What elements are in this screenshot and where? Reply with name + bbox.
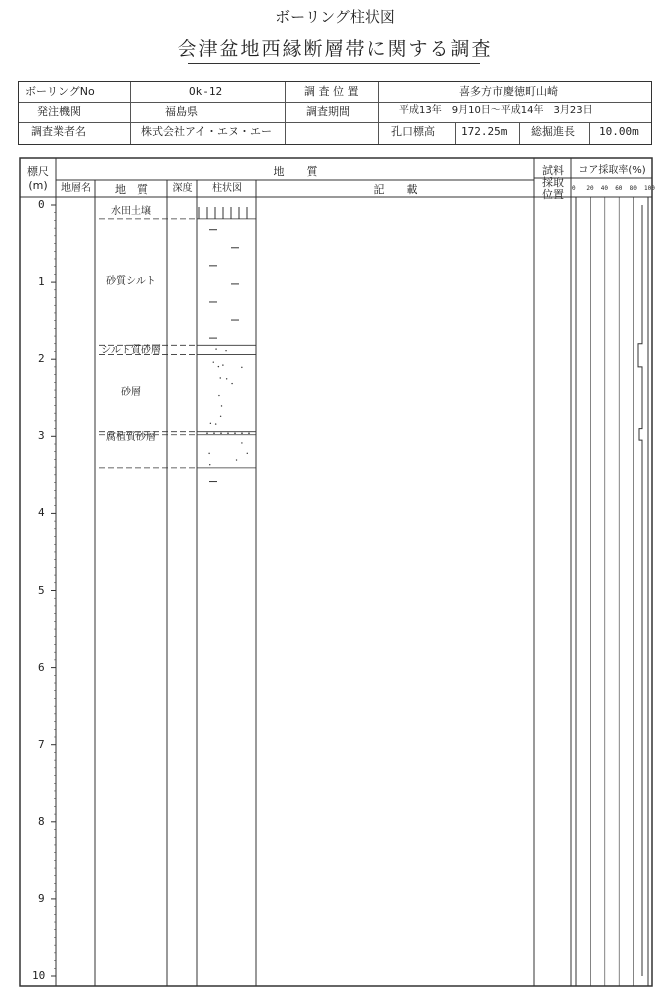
- core-tick-label: 60: [615, 185, 623, 192]
- pattern-mark: [218, 395, 219, 396]
- formation-header: 地層名: [61, 183, 91, 194]
- layer-name: 砂質シルト: [106, 276, 156, 288]
- layer-name: 砂層: [121, 387, 141, 399]
- geology-header: 地 質: [273, 165, 318, 178]
- pattern-mark: [225, 350, 226, 351]
- core-rate-trace: [638, 205, 642, 976]
- sample-header-2: 採取: [542, 176, 564, 189]
- pattern-mark: [226, 378, 227, 379]
- boring-no-label: ボーリングNo: [25, 85, 95, 98]
- scale-label: 2: [38, 352, 45, 366]
- contractor-label: 調査業者名: [31, 125, 86, 138]
- layer-name: 水田土壌: [111, 205, 151, 217]
- location-label: 調 査 位 置: [304, 85, 359, 98]
- scale-label: 1: [38, 275, 45, 289]
- pattern-mark: [222, 364, 223, 365]
- column-pattern-sand: [210, 361, 243, 424]
- pattern-mark: [213, 432, 215, 434]
- column-pattern-organic: [206, 432, 250, 434]
- contractor: 株式会社アイ・エヌ・エー: [141, 125, 273, 138]
- pattern-mark: [241, 432, 243, 434]
- pattern-mark: [231, 383, 232, 384]
- depth-header: 深度: [172, 183, 193, 194]
- core-tick-label: 0: [572, 185, 576, 192]
- scale-label: 10: [32, 969, 46, 982]
- column-pattern-sand: [215, 348, 226, 351]
- location: 喜多方市慶徳町山崎: [459, 85, 558, 98]
- core-header: コア採取率(%): [578, 165, 646, 176]
- client: 福島県: [165, 105, 198, 118]
- scale-label: 4: [38, 506, 45, 520]
- pattern-mark: [206, 432, 208, 434]
- core-tick-label: 40: [600, 185, 609, 192]
- period: 平成13年 9月10日～平成14年 3月23日: [399, 105, 593, 116]
- core-tick-label: 20: [586, 185, 594, 192]
- page-subtitle: 会津盆地西縁断層帯に関する調査: [177, 38, 493, 60]
- pattern-mark: [218, 366, 219, 367]
- scale-label: 3: [38, 429, 45, 443]
- core-tick-label: 100: [644, 185, 655, 192]
- soil-header: 地 質: [115, 183, 148, 196]
- elevation: 172.25m: [461, 125, 508, 138]
- column-pattern-silt: [209, 230, 239, 338]
- sample-header-1: 試料: [542, 164, 564, 177]
- column-pattern-sand: [208, 442, 248, 465]
- pattern-mark: [234, 432, 236, 434]
- pattern-mark: [220, 377, 221, 378]
- page-title: ボーリング柱状図: [275, 8, 395, 26]
- pattern-mark: [220, 432, 222, 434]
- scale-label: 0: [38, 198, 45, 211]
- pattern-mark: [220, 416, 221, 417]
- period-label: 調査期間: [306, 105, 350, 118]
- scale-label: 6: [38, 660, 45, 674]
- total-depth-label: 総掘進長: [531, 125, 575, 138]
- boring-no: Ok-12: [189, 85, 223, 98]
- sample-header-3: 位置: [542, 188, 564, 201]
- description-header: 記 載: [373, 183, 418, 196]
- scale-unit: (m): [28, 179, 48, 192]
- pattern-mark: [215, 423, 216, 424]
- pattern-mark: [248, 432, 250, 434]
- pattern-mark: [241, 442, 242, 443]
- pattern-mark: [221, 405, 222, 406]
- scale-label: 標尺: [27, 165, 49, 178]
- scale-label: 8: [38, 814, 45, 828]
- layer-name: 腐植質砂層: [106, 431, 156, 443]
- pattern-mark: [247, 453, 248, 454]
- scale-label: 7: [38, 737, 45, 751]
- pattern-mark: [213, 361, 214, 362]
- elevation-label: 孔口標高: [391, 125, 435, 138]
- total-depth: 10.00m: [599, 125, 639, 138]
- pattern-mark: [241, 367, 242, 368]
- pattern-mark: [215, 348, 216, 349]
- column-pattern-vertical: [199, 207, 247, 219]
- pattern-mark: [210, 423, 211, 424]
- pattern-mark: [209, 464, 210, 465]
- scale-label: 5: [38, 583, 45, 597]
- scale-label: 9: [38, 891, 45, 905]
- column-header: 柱状図: [212, 183, 242, 194]
- layer-name: シルト質砂層: [101, 345, 161, 357]
- core-tick-label: 80: [629, 185, 637, 192]
- client-label: 発注機関: [37, 105, 81, 118]
- pattern-mark: [208, 453, 209, 454]
- pattern-mark: [227, 432, 229, 434]
- pattern-mark: [236, 459, 237, 460]
